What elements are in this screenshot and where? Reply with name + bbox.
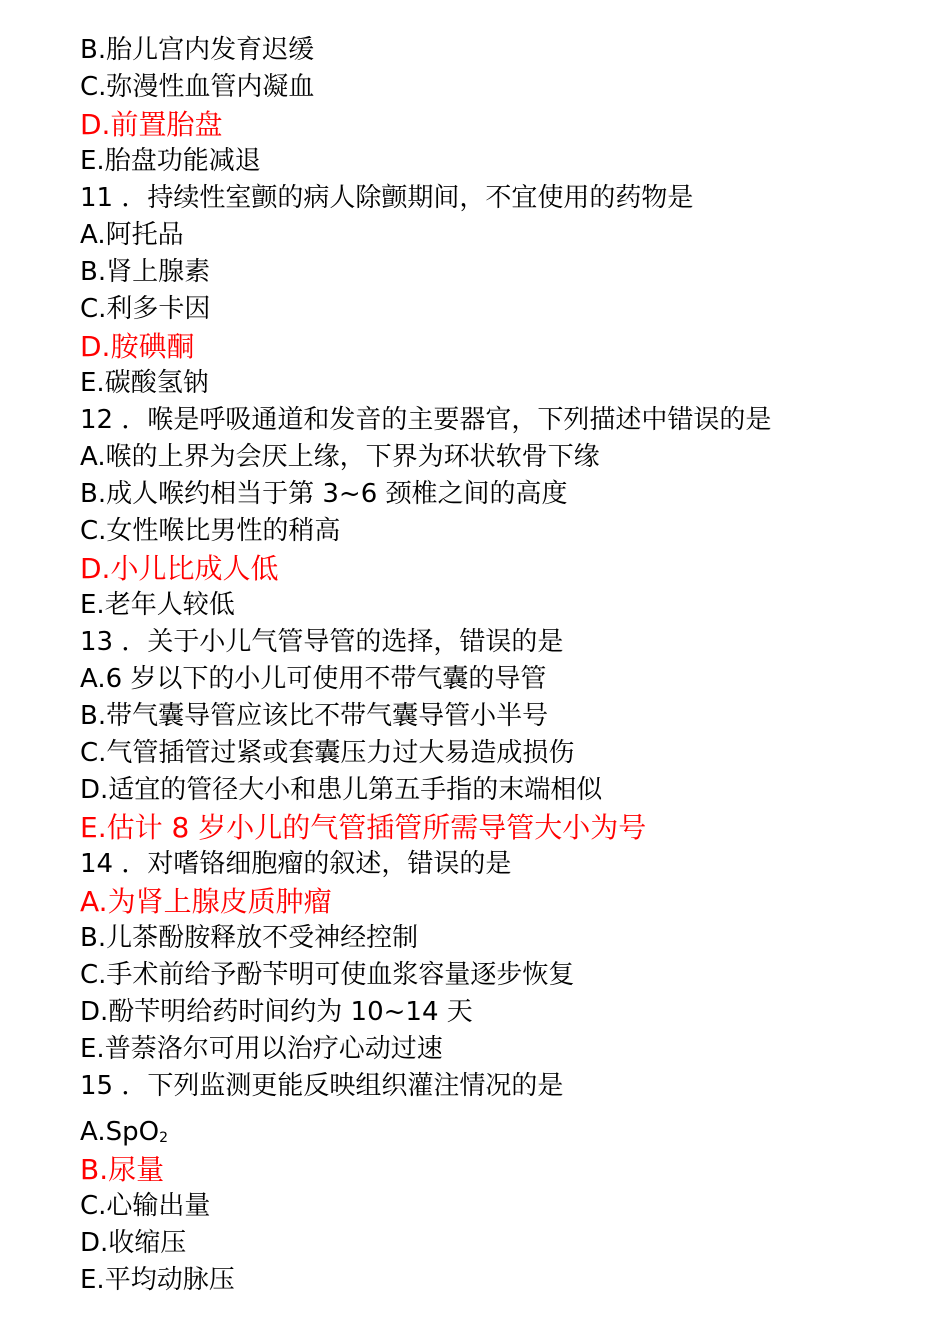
line-text: E.胎盘功能减退: [80, 146, 261, 176]
line-text: C.手术前给予酚苄明可使血浆容量逐步恢复: [80, 960, 575, 990]
text-line: [80, 698, 930, 735]
text-line: [80, 1114, 930, 1151]
line-text: A.SpO: [80, 1117, 160, 1147]
line-text: 11 ．持续性室颤的病人除颤期间，不宜使用的药物是: [80, 183, 694, 213]
text-line: [80, 587, 930, 624]
line-text: C.气管插管过紧或套囊压力过大易造成损伤: [80, 738, 575, 768]
line-text: C.女性喉比男性的稍高: [80, 516, 341, 546]
line-text: D.胺碘酮: [80, 330, 195, 363]
text-line: [80, 217, 930, 254]
text-line: [80, 365, 930, 402]
line-text: B.带气囊导管应该比不带气囊导管小半号: [80, 701, 549, 731]
text-line: [80, 1031, 930, 1068]
line-text: 14 ．对嗜铬细胞瘤的叙述，错误的是: [80, 849, 512, 879]
text-line: [80, 143, 930, 180]
answer-option-line: [80, 550, 930, 587]
text-line: [80, 735, 930, 772]
text-line: [80, 957, 930, 994]
line-text: B.儿茶酚胺释放不受神经控制: [80, 923, 419, 953]
answer-option-line: [80, 883, 930, 920]
answer-option-line: [80, 1151, 930, 1188]
line-text: D.适宜的管径大小和患儿第五手指的末端相似: [80, 775, 603, 805]
line-text: A.阿托品: [80, 220, 184, 250]
text-line: [80, 994, 930, 1031]
line-text: E.普萘洛尔可用以治疗心动过速: [80, 1034, 443, 1064]
line-text: D.小儿比成人低: [80, 552, 279, 585]
text-line: [80, 772, 930, 809]
text-line: [80, 1262, 930, 1299]
line-text: A.为肾上腺皮质肿瘤: [80, 885, 332, 918]
line-text: A.6 岁以下的小儿可使用不带气囊的导管: [80, 664, 547, 694]
line-text: B.尿量: [80, 1153, 165, 1186]
text-line: [80, 439, 930, 476]
line-text: B.肾上腺素: [80, 257, 211, 287]
line-text: D.酚苄明给药时间约为 10~14 天: [80, 997, 473, 1027]
line-text: 12 ．喉是呼吸通道和发音的主要器官，下列描述中错误的是: [80, 405, 772, 435]
answer-option-line: [80, 809, 930, 846]
text-line: [80, 402, 930, 439]
text-line: [80, 513, 930, 550]
subscript: 2: [159, 1130, 168, 1146]
text-line: [80, 69, 930, 106]
text-line: [80, 624, 930, 661]
line-text: B.成人喉约相当于第 3~6 颈椎之间的高度: [80, 479, 568, 509]
line-text: D.收缩压: [80, 1228, 187, 1258]
text-line: [80, 1188, 930, 1225]
text-line: [80, 1068, 930, 1105]
answer-option-line: [80, 328, 930, 365]
line-text: C.心输出量: [80, 1191, 211, 1221]
text-line: [80, 476, 930, 513]
text-line: [80, 661, 930, 698]
text-line: [80, 291, 930, 328]
line-text: E.老年人较低: [80, 590, 235, 620]
line-text: E.平均动脉压: [80, 1265, 235, 1295]
text-line: [80, 920, 930, 957]
text-line: [80, 32, 930, 69]
line-text: A.喉的上界为会厌上缘，下界为环状软骨下缘: [80, 442, 600, 472]
line-text: B.胎儿宫内发育迟缓: [80, 35, 315, 65]
text-line: [80, 1225, 930, 1262]
line-text: E.估计 8 岁小儿的气管插管所需导管大小为号: [80, 811, 647, 844]
line-text: C.弥漫性血管内凝血: [80, 72, 315, 102]
text-line: [80, 180, 930, 217]
line-text: 13 ．关于小儿气管导管的选择，错误的是: [80, 627, 564, 657]
line-text: E.碳酸氢钠: [80, 368, 209, 398]
document-body: [80, 32, 930, 1299]
answer-option-line: [80, 106, 930, 143]
line-text: C.利多卡因: [80, 294, 211, 324]
line-text: 15 ．下列监测更能反映组织灌注情况的是: [80, 1071, 564, 1101]
text-line: [80, 846, 930, 883]
line-text: D.前置胎盘: [80, 108, 223, 141]
text-line: [80, 254, 930, 291]
